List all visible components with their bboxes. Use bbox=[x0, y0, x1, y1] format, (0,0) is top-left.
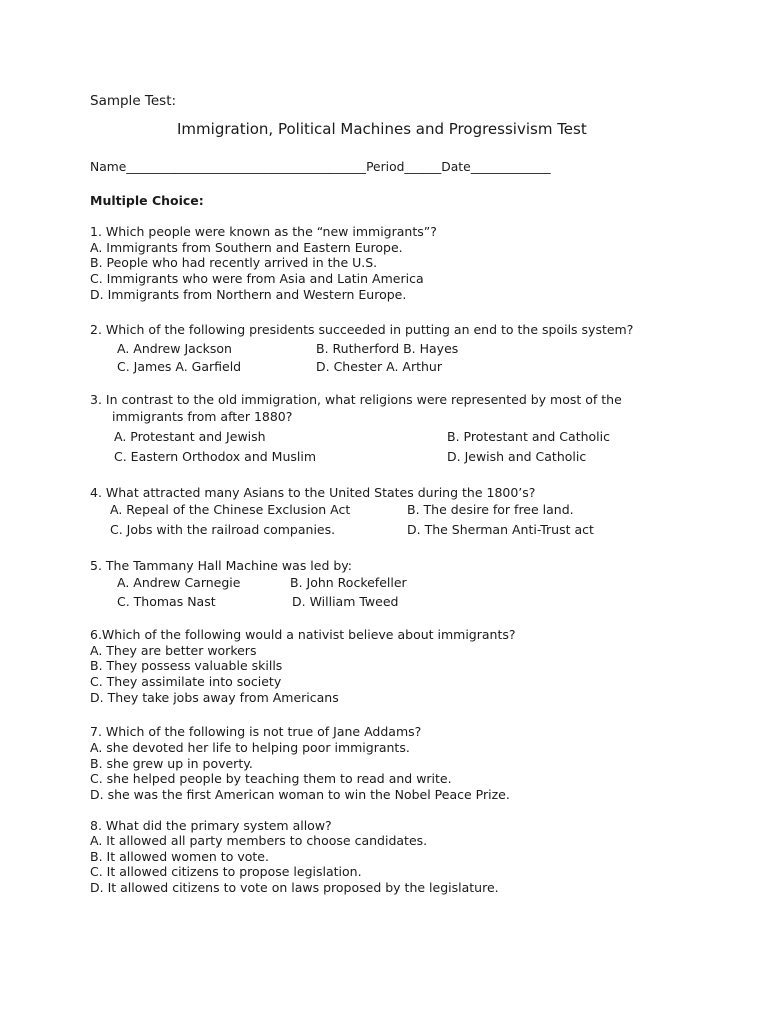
question-prompt: 8. What did the primary system allow? bbox=[90, 818, 332, 833]
sample-label: Sample Test: bbox=[90, 93, 177, 109]
answer-option: B. Protestant and Catholic bbox=[447, 429, 610, 444]
answer-option: A. Repeal of the Chinese Exclusion Act bbox=[110, 502, 351, 517]
question-prompt: 2. Which of the following presidents succeeded in putting an end to the spoils system? bbox=[90, 322, 634, 337]
answer-option: C. Thomas Nast bbox=[117, 594, 216, 609]
answer-option: B. The desire for free land. bbox=[407, 502, 574, 517]
answer-option: C. Jobs with the railroad companies. bbox=[110, 522, 336, 537]
answer-option: C. Immigrants who were from Asia and Latin America bbox=[90, 271, 424, 286]
section-heading: Multiple Choice: bbox=[90, 193, 204, 208]
answer-option: A. Protestant and Jewish bbox=[114, 429, 266, 444]
answer-option: A. Immigrants from Southern and Eastern Europe. bbox=[90, 240, 403, 255]
question-prompt: 1. Which people were known as the “new immigrants”? bbox=[90, 224, 437, 239]
name-period-date-line: Name_______________________________________Period______Date_____________ bbox=[90, 160, 551, 174]
answer-option: D. Immigrants from Northern and Western Europe. bbox=[90, 287, 407, 302]
answer-option: A. They are better workers bbox=[90, 643, 257, 658]
question-prompt: 5. The Tammany Hall Machine was led by: bbox=[90, 558, 353, 573]
answer-option: D. William Tweed bbox=[292, 594, 399, 609]
answer-option: A. she devoted her life to helping poor immigrants. bbox=[90, 740, 410, 755]
question-prompt: 4. What attracted many Asians to the United States during the 1800’s? bbox=[90, 485, 536, 500]
answer-option: D. Jewish and Catholic bbox=[447, 449, 587, 464]
question-prompt: 7. Which of the following is not true of Jane Addams? bbox=[90, 724, 422, 739]
page-title: Immigration, Political Machines and Progressivism Test bbox=[177, 120, 587, 138]
answer-option: B. They possess valuable skills bbox=[90, 658, 283, 673]
answer-option: B. Rutherford B. Hayes bbox=[316, 341, 459, 356]
answer-option: C. she helped people by teaching them to read and write. bbox=[90, 771, 452, 786]
answer-option: C. It allowed citizens to propose legislation. bbox=[90, 864, 362, 879]
answer-option: C. They assimilate into society bbox=[90, 674, 282, 689]
answer-option: A. Andrew Carnegie bbox=[117, 575, 241, 590]
answer-option: B. People who had recently arrived in the U.S. bbox=[90, 255, 378, 270]
answer-option: D. They take jobs away from Americans bbox=[90, 690, 339, 705]
answer-option: C. James A. Garfield bbox=[117, 359, 242, 374]
answer-option: D. It allowed citizens to vote on laws proposed by the legislature. bbox=[90, 880, 499, 895]
answer-option: B. John Rockefeller bbox=[290, 575, 407, 590]
answer-option: B. It allowed women to vote. bbox=[90, 849, 269, 864]
question-prompt: 6.Which of the following would a nativist believe about immigrants? bbox=[90, 627, 516, 642]
answer-option: D. The Sherman Anti-Trust act bbox=[407, 522, 594, 537]
question-prompt: 3. In contrast to the old immigration, what religions were represented by most of the bbox=[90, 392, 622, 407]
answer-option: A. Andrew Jackson bbox=[117, 341, 232, 356]
answer-option: B. she grew up in poverty. bbox=[90, 756, 253, 771]
question-prompt-continued: immigrants from after 1880? bbox=[112, 409, 293, 424]
answer-option: D. she was the first American woman to win the Nobel Peace Prize. bbox=[90, 787, 510, 802]
answer-option: C. Eastern Orthodox and Muslim bbox=[114, 449, 317, 464]
answer-option: D. Chester A. Arthur bbox=[316, 359, 442, 374]
answer-option: A. It allowed all party members to choose candidates. bbox=[90, 833, 428, 848]
